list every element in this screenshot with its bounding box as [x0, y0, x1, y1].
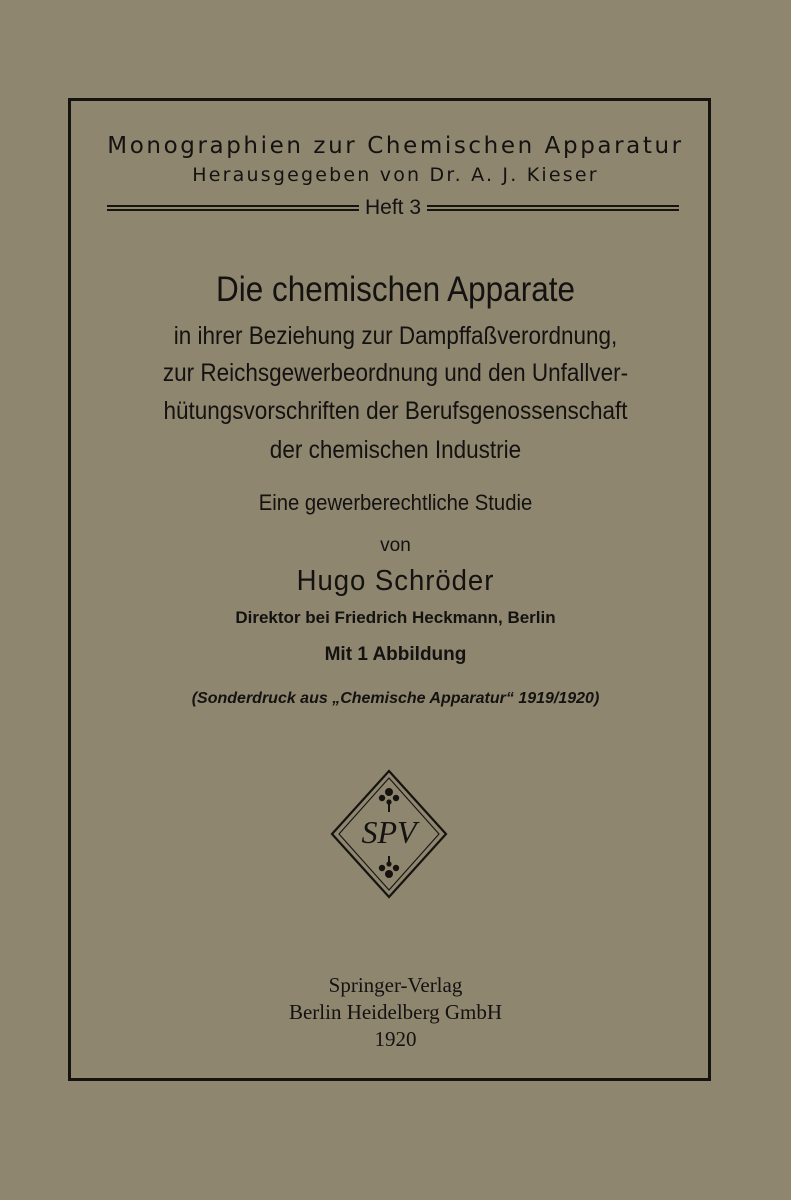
reprint-note: (Sonderdruck aus „Chemische Apparatur“ 1919/1920)	[191, 690, 600, 707]
double-rule-right	[427, 205, 679, 211]
issue-number: Heft 3	[364, 196, 422, 219]
subtitle-line-1: in ihrer Beziehung zur Dampffaßverordnung,	[173, 322, 618, 350]
by-line: von	[380, 535, 411, 556]
subtitle-line-4: der chemischen Industrie	[269, 436, 522, 464]
author-affiliation: Direktor bei Friedrich Heckmann, Berlin	[235, 608, 556, 627]
issue-rule	[107, 194, 679, 222]
series-title: Monographien zur Chemischen Apparatur	[107, 133, 684, 159]
author-name: Hugo Schröder	[296, 565, 495, 597]
publication-year: 1920	[374, 1027, 417, 1051]
logo-letters: SPV	[361, 814, 417, 850]
springer-diamond-logo-icon	[329, 768, 449, 900]
double-rule-left	[107, 205, 359, 211]
study-type: Eine gewerberechtliche Studie	[258, 490, 533, 515]
series-editor: Herausgegeben von Dr. A. J. Kieser	[192, 164, 599, 186]
publisher-name: Springer-Verlag	[328, 973, 463, 997]
book-title: Die chemischen Apparate	[216, 270, 575, 309]
figure-count: Mit 1 Abbildung	[324, 644, 467, 665]
subtitle-line-2: zur Reichsgewerbeordnung und den Unfallver-	[162, 359, 629, 387]
publisher-city: Berlin Heidelberg GmbH	[288, 1000, 503, 1024]
subtitle-line-3: hütungsvorschriften der Berufsgenossenschaft	[163, 397, 628, 425]
